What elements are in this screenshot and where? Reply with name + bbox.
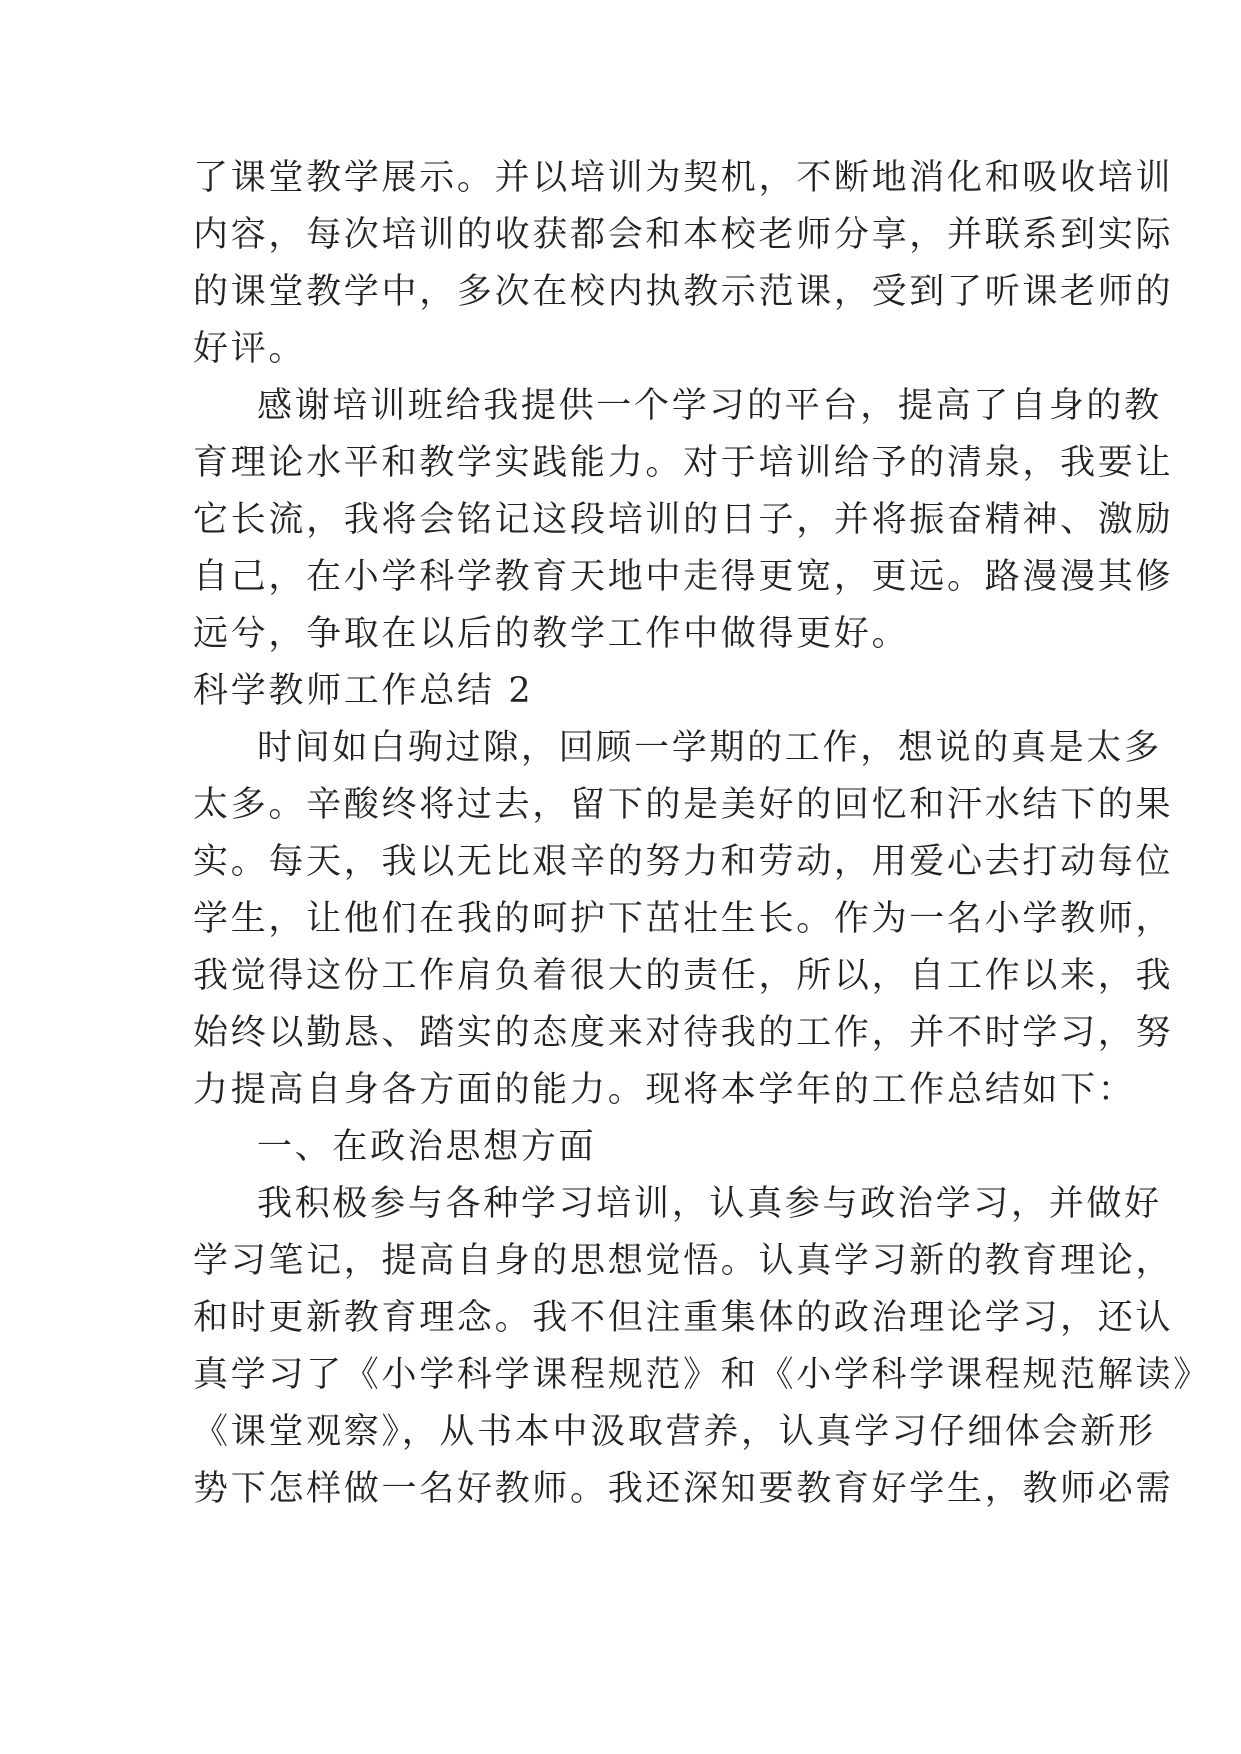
paragraph-first-line: 我积极参与各种学习培训，认真参与政治学习，并做好 (257, 1184, 1162, 1224)
text-line: 真学习了《小学科学课程规范》和《小学科学课程规范解读》 (193, 1355, 1211, 1395)
text-line: 了课堂教学展示。并以培训为契机，不断地消化和吸收培训 (193, 158, 1174, 198)
text-line: 太多。辛酸终将过去，留下的是美好的回忆和汗水结下的果 (193, 785, 1174, 825)
text-line: 远兮，争取在以后的教学工作中做得更好。 (193, 614, 910, 654)
paragraph-first-line: 感谢培训班给我提供一个学习的平台，提高了自身的教 (257, 386, 1162, 426)
section-heading: 科学教师工作总结 2 (193, 671, 534, 711)
text-line: 《课堂观察》，从书本中汲取营养，认真学习仔细体会新形 (193, 1412, 1156, 1452)
text-line: 内容，每次培训的收获都会和本校老师分享，并联系到实际 (193, 215, 1174, 255)
text-line: 育理论水平和教学实践能力。对于培训给予的清泉，我要让 (193, 443, 1174, 483)
text-line: 的课堂教学中，多次在校内执教示范课，受到了听课老师的 (193, 272, 1174, 312)
text-line: 好评。 (193, 329, 307, 369)
text-line: 和时更新教育理念。我不但注重集体的政治理论学习，还认 (193, 1298, 1174, 1338)
text-line: 势下怎样做一名好教师。我还深知要教育好学生，教师必需 (193, 1469, 1174, 1509)
text-line: 我觉得这份工作肩负着很大的责任，所以，自工作以来，我 (193, 956, 1174, 996)
document-body (193, 150, 1211, 1518)
text-line: 它长流，我将会铭记这段培训的日子，并将振奋精神、激励 (193, 500, 1174, 540)
text-line: 实。每天，我以无比艰辛的努力和劳动，用爱心去打动每位 (193, 842, 1174, 882)
text-line: 学习笔记，提高自身的思想觉悟。认真学习新的教育理论， (193, 1241, 1174, 1281)
text-line: 学生，让他们在我的呵护下茁壮生长。作为一名小学教师， (193, 899, 1174, 939)
subsection-heading: 一、在政治思想方面 (257, 1127, 597, 1167)
paragraph-first-line: 时间如白驹过隙，回顾一学期的工作，想说的真是太多 (257, 728, 1162, 768)
text-line: 自己，在小学科学教育天地中走得更宽，更远。路漫漫其修 (193, 557, 1174, 597)
text-line: 始终以勤恳、踏实的态度来对待我的工作，并不时学习，努 (193, 1013, 1174, 1053)
text-line: 力提高自身各方面的能力。现将本学年的工作总结如下： (193, 1070, 1136, 1110)
